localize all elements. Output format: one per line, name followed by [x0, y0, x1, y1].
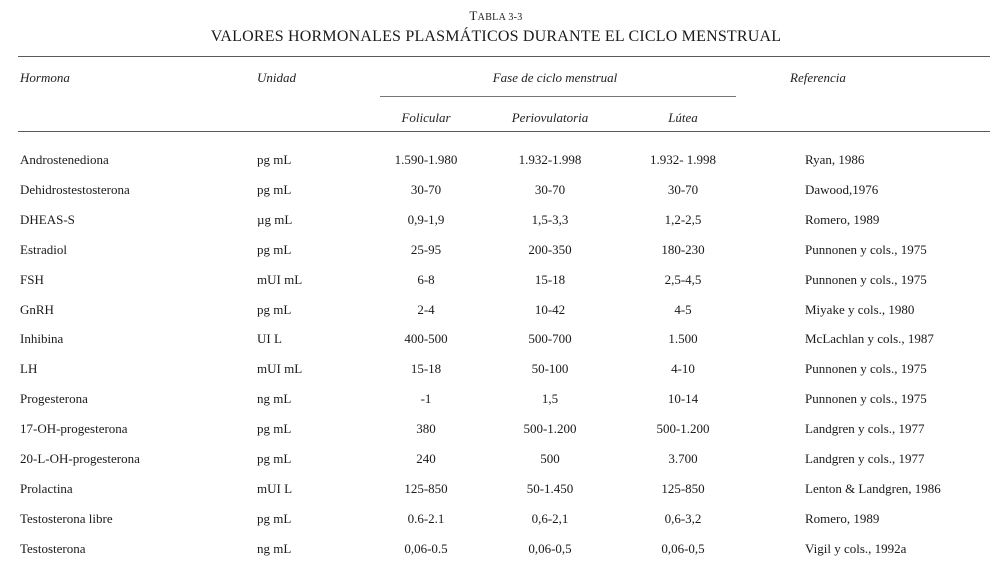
cell-referencia: Romero, 1989 [805, 510, 880, 526]
table-number-prefix: T [469, 8, 478, 23]
cell-lutea: 1,2-2,5 [664, 211, 702, 227]
cell-lutea: 30-70 [667, 181, 699, 197]
cell-periovulatoria: 200-350 [528, 241, 572, 257]
table-row [0, 421, 992, 439]
header-referencia: Referencia [790, 70, 846, 85]
cell-referencia: Dawood,1976 [805, 181, 879, 197]
cell-lutea: 1.500 [668, 331, 698, 347]
cell-folicular: 0.6-2.1 [407, 510, 445, 526]
cell-unidad: pg mL [257, 181, 292, 197]
table-row [0, 451, 992, 469]
cell-unidad: ng mL [257, 540, 292, 556]
cell-unidad: mUI mL [257, 361, 303, 377]
table-row [0, 152, 992, 170]
cell-periovulatoria: 30-70 [534, 181, 566, 197]
cell-unidad: pg mL [257, 451, 292, 466]
phase-subrule [380, 96, 736, 97]
cell-referencia: Romero, 1989 [805, 211, 880, 227]
cell-referencia: Punnonen y cols., 1975 [805, 271, 927, 287]
cell-folicular: 15-18 [410, 361, 442, 377]
table-row [0, 272, 992, 290]
cell-periovulatoria: 0,6-2,1 [531, 510, 569, 526]
cell-folicular: 0,9-1,9 [407, 211, 445, 227]
cell-folicular: 0,06-0.5 [404, 540, 448, 556]
cell-folicular: 25-95 [410, 241, 442, 257]
header-folicular: Folicular [401, 110, 451, 125]
cell-hormona: Inhibina [20, 331, 64, 347]
cell-folicular: -1 [420, 391, 432, 407]
cell-lutea: 125-850 [661, 480, 705, 496]
cell-unidad: µg mL [257, 211, 293, 227]
cell-folicular: 240 [416, 451, 436, 466]
cell-lutea: 180-230 [661, 241, 705, 257]
cell-hormona: GnRH [20, 301, 54, 317]
cell-periovulatoria: 10-42 [534, 301, 566, 317]
cell-hormona: 17-OH-progesterona [20, 421, 128, 437]
header-bottom-rule [18, 131, 990, 132]
cell-periovulatoria: 1,5 [541, 391, 559, 407]
header-lutea: Lútea [668, 110, 698, 125]
table-number [0, 8, 992, 24]
cell-lutea: 3.700 [668, 451, 698, 466]
cell-periovulatoria: 500 [540, 451, 560, 466]
table-row [0, 511, 992, 529]
cell-hormona: DHEAS-S [20, 211, 75, 227]
cell-folicular: 380 [416, 421, 436, 437]
cell-referencia: McLachlan y cols., 1987 [805, 331, 934, 347]
header-periovulatoria: Periovulatoria [511, 110, 589, 125]
cell-unidad: mUI mL [257, 271, 303, 287]
cell-folicular: 2-4 [417, 301, 435, 317]
cell-lutea: 2,5-4,5 [664, 271, 702, 287]
cell-periovulatoria: 0,06-0,5 [528, 540, 572, 556]
cell-referencia: Miyake y cols., 1980 [805, 301, 915, 317]
cell-periovulatoria: 50-100 [531, 361, 569, 377]
table-row [0, 302, 992, 320]
cell-unidad: pg mL [257, 152, 292, 167]
table-row [0, 212, 992, 230]
cell-lutea: 4-10 [671, 361, 695, 377]
cell-lutea: 0,6-3,2 [664, 510, 702, 526]
table-row [0, 182, 992, 200]
cell-referencia: Punnonen y cols., 1975 [805, 241, 927, 257]
cell-unidad: mUI L [257, 480, 293, 496]
cell-folicular: 125-850 [404, 480, 448, 496]
cell-hormona: Progesterona [20, 391, 88, 407]
cell-referencia: Punnonen y cols., 1975 [805, 391, 927, 407]
cell-unidad: ng mL [257, 391, 292, 407]
cell-periovulatoria: 500-1.200 [523, 421, 577, 437]
cell-lutea: 1.932- 1.998 [649, 152, 717, 167]
cell-periovulatoria: 15-18 [534, 271, 566, 287]
cell-unidad: UI L [257, 331, 282, 347]
cell-folicular: 6-8 [417, 271, 435, 287]
cell-folicular: 1.590-1.980 [394, 152, 458, 167]
table-title: VALORES HORMONALES PLASMÁTICOS DURANTE EL CICLO MENSTRUAL [210, 28, 782, 45]
cell-hormona: Estradiol [20, 241, 67, 257]
cell-hormona: LH [20, 361, 38, 377]
cell-referencia: Ryan, 1986 [805, 152, 865, 167]
cell-periovulatoria: 1.932-1.998 [518, 152, 582, 167]
cell-periovulatoria: 500-700 [528, 331, 572, 347]
header-hormona: Hormona [20, 70, 70, 85]
header-fase: Fase de ciclo menstrual [492, 70, 618, 85]
cell-hormona: Testosterona libre [20, 510, 113, 526]
cell-referencia: Landgren y cols., 1977 [805, 421, 925, 437]
cell-lutea: 4-5 [674, 301, 692, 317]
cell-hormona: FSH [20, 271, 44, 287]
cell-referencia: Lenton & Landgren, 1986 [805, 480, 941, 496]
cell-referencia: Punnonen y cols., 1975 [805, 361, 927, 377]
cell-unidad: pg mL [257, 421, 292, 437]
cell-hormona: 20-L-OH-progesterona [20, 451, 140, 466]
cell-unidad: pg mL [257, 510, 292, 526]
cell-hormona: Prolactina [20, 480, 73, 496]
table-row [0, 481, 992, 499]
cell-lutea: 0,06-0,5 [661, 540, 705, 556]
cell-lutea: 10-14 [667, 391, 699, 407]
cell-unidad: pg mL [257, 241, 292, 257]
cell-hormona: Dehidrostestosterona [20, 181, 130, 197]
header-unidad: Unidad [257, 70, 296, 85]
cell-unidad: pg mL [257, 301, 292, 317]
cell-hormona: Androstenediona [20, 152, 109, 167]
cell-folicular: 30-70 [410, 181, 442, 197]
cell-folicular: 400-500 [404, 331, 448, 347]
cell-hormona: Testosterona [20, 540, 86, 556]
cell-referencia: Vigil y cols., 1992a [805, 540, 907, 556]
cell-periovulatoria: 1,5-3,3 [531, 211, 569, 227]
table-row [0, 391, 992, 409]
cell-referencia: Landgren y cols., 1977 [805, 451, 925, 466]
cell-periovulatoria: 50-1.450 [526, 480, 574, 496]
table-row [0, 361, 992, 379]
cell-lutea: 500-1.200 [656, 421, 710, 437]
top-rule [18, 56, 990, 57]
table-number-label: ABLA 3-3 [477, 12, 523, 23]
table-row [0, 541, 992, 559]
table-row [0, 242, 992, 260]
table-row [0, 331, 992, 349]
